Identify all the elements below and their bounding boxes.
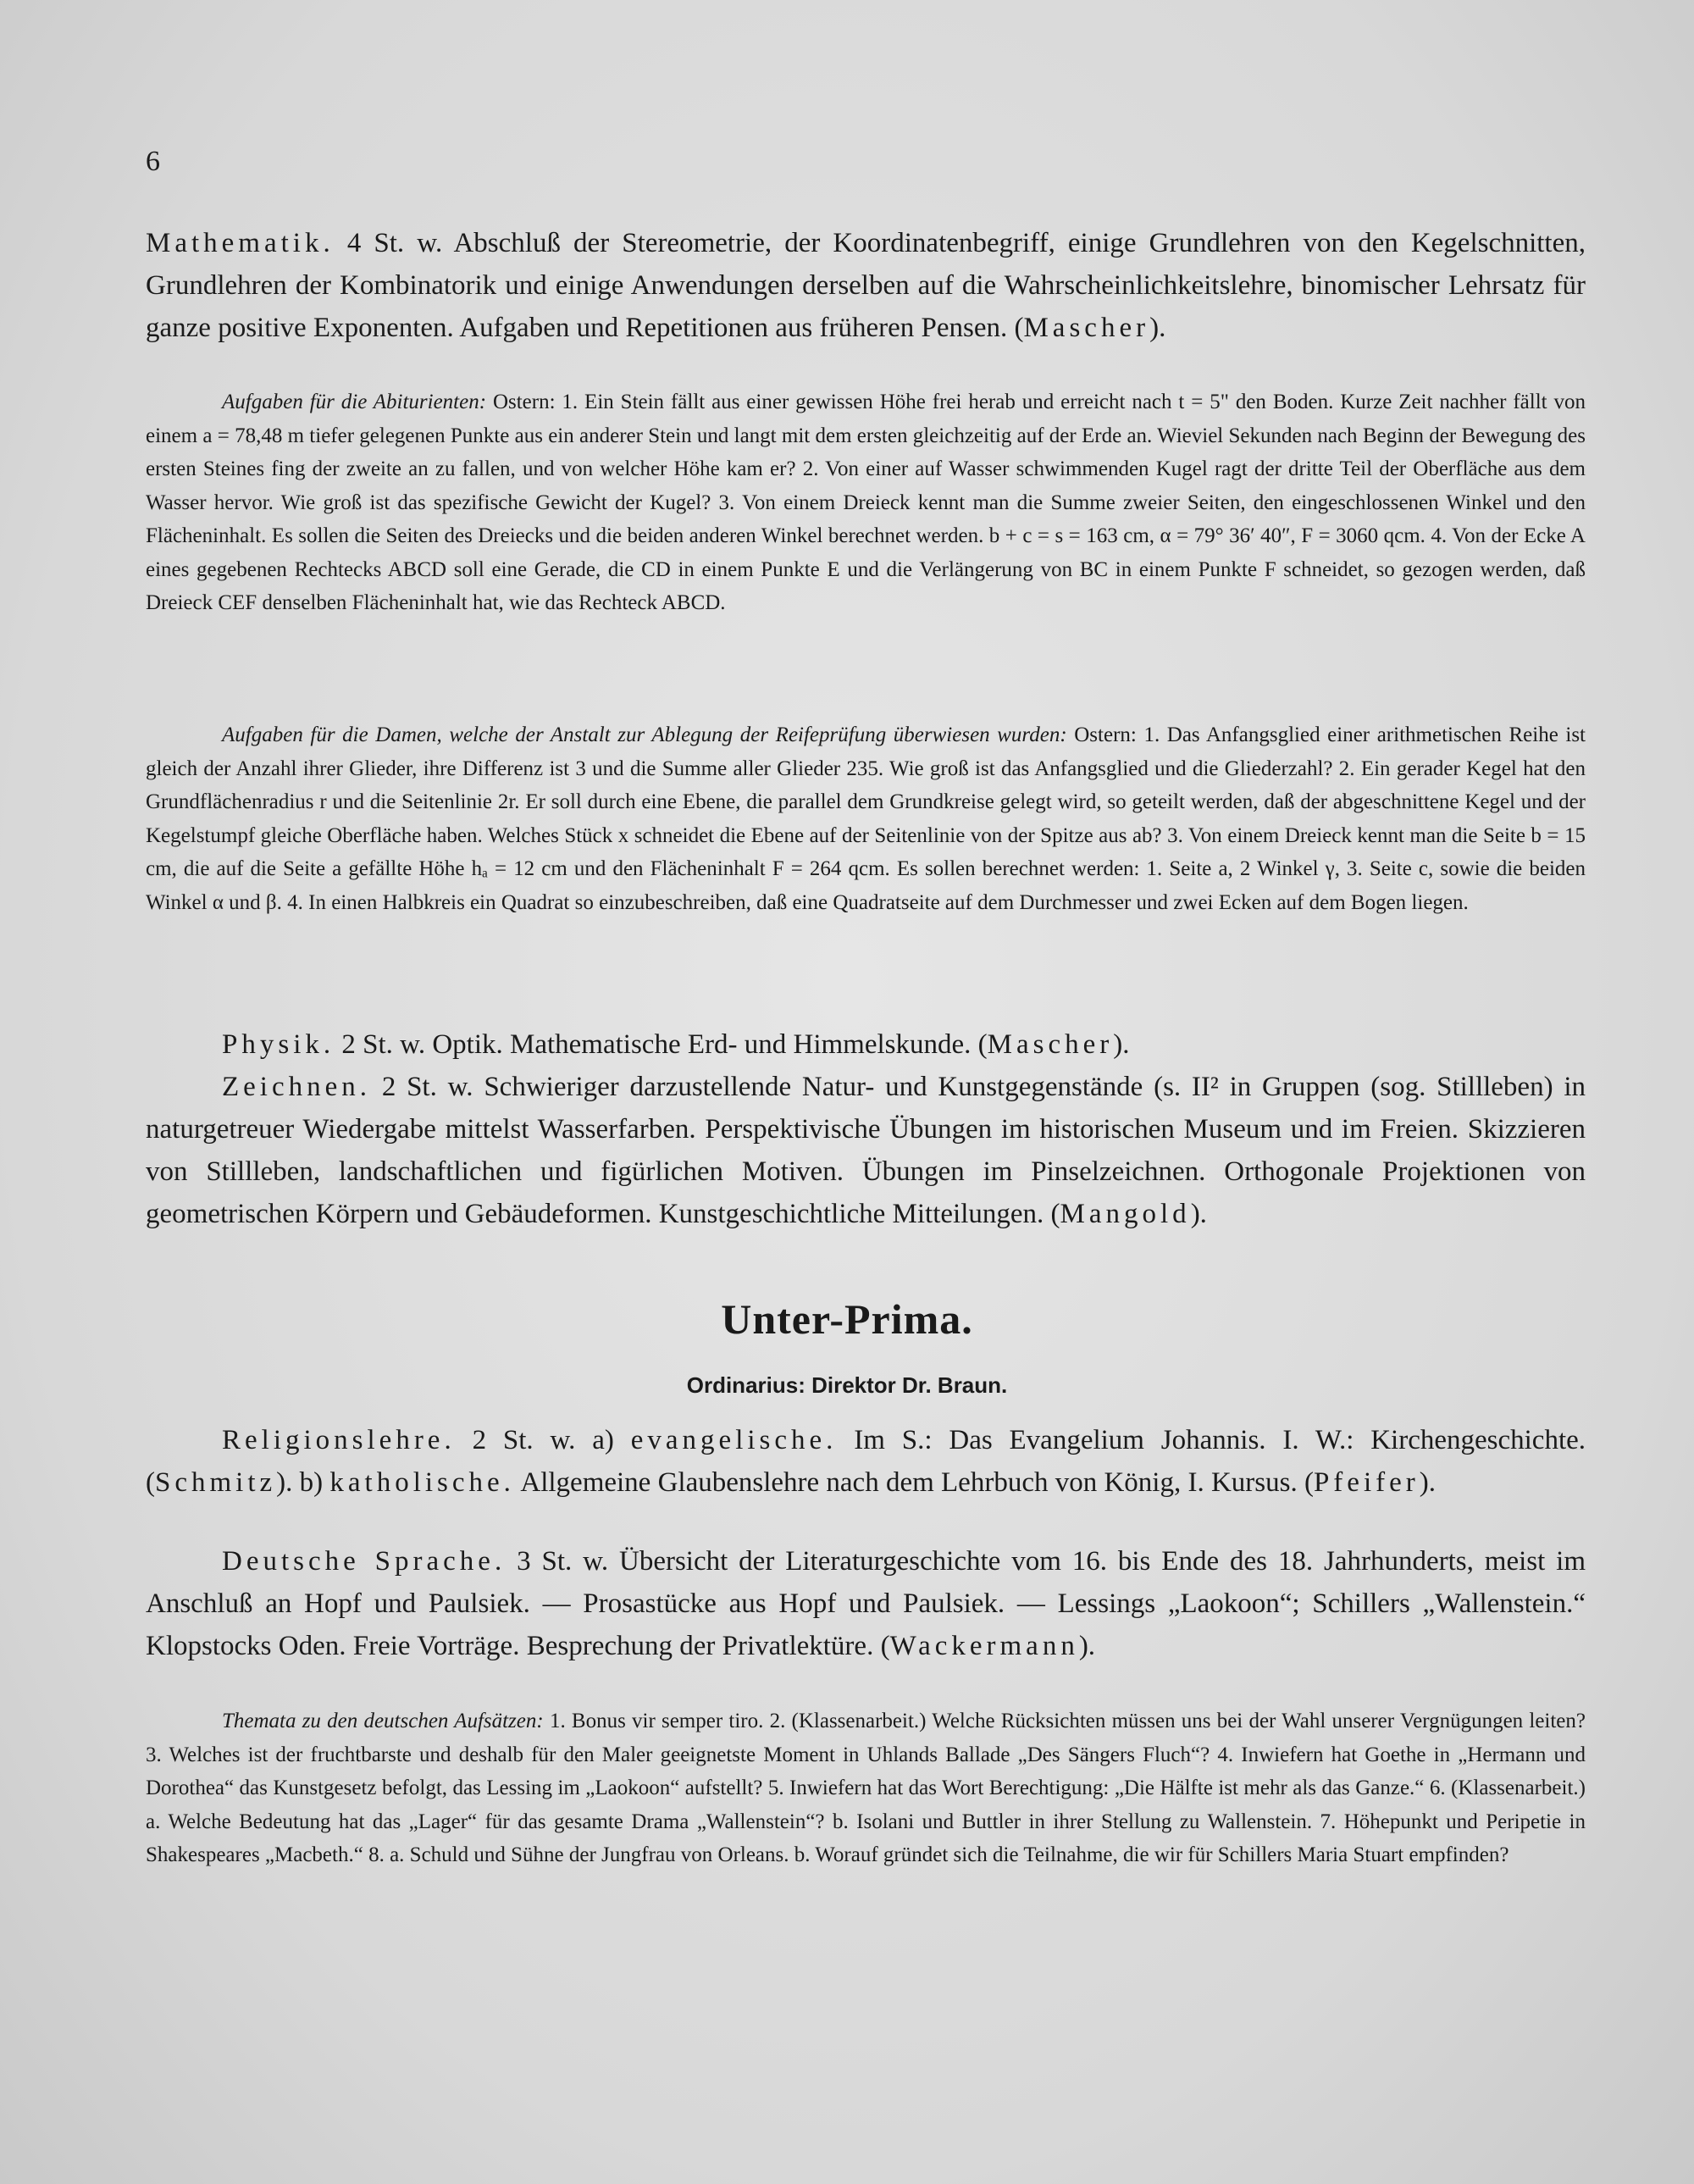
deutsch-paragraph — [146, 1540, 1586, 1667]
zeichnen-title: Zeichnen. — [222, 1072, 372, 1102]
zeichnen-teacher: Mangold — [1060, 1199, 1191, 1229]
zeichnen-body: 2 St. w. Schwieriger darzustellende Natur- und Kunstgegenstände (s. II² in Gruppen (sog. Stillleben) in naturgetreuer Wiedergabe mittelst Wasserfarben. Perspektivische Übungen im historischen Museum und im Freien. Skizzieren von Stillleben, landschaftlichen und figürlichen Motiven. Übungen im Pinselzeichnen. Orthogonale Projektionen von geometrischen Körpern und Gebäudeformen. Kunstgeschichtliche Mitteilungen. ( — [146, 1072, 1586, 1229]
religion-close: ). — [1419, 1467, 1436, 1498]
physik-paragraph — [146, 1023, 1586, 1066]
math-title: Mathematik. — [146, 228, 335, 258]
religion-paragraph — [146, 1419, 1586, 1504]
page-number: 6 — [146, 146, 160, 177]
math-body: 4 St. w. Abschluß der Stereometrie, der Koordinatenbegriff, einige Grundlehren von den Kegelschnitten, Grundlehren der Kombinatorik und einige Anwendungen derselben auf die Wahrscheinlichkeitslehre, binomischer Lehrsatz für ganze positive Exponenten. Aufgaben und Repetitionen aus früheren Pensen. ( — [146, 228, 1586, 343]
math-close: ). — [1149, 313, 1166, 343]
math-paragraph — [146, 222, 1586, 349]
deutsch-teacher: Wackermann — [889, 1631, 1079, 1661]
physik-title: Physik. — [222, 1029, 335, 1060]
religion-part3: ). b) — [276, 1467, 324, 1498]
religion-katholisch: katholische. — [329, 1467, 515, 1498]
religion-teacher1: Schmitz — [155, 1467, 277, 1498]
damen-label: Aufgaben für die Damen, welche der Anstalt zur Ablegung der Reifeprüfung überwiesen wurden: — [222, 723, 1067, 746]
section-heading: Unter-Prima. — [721, 1295, 973, 1343]
damen-text: Ostern: 1. Das Anfangsglied einer arithmetischen Reihe ist gleich der Anzahl ihrer Glieder, ihre Differenz ist 3 und die Summe aller Glieder 235. Wie groß ist das Anfangsglied und die Gliederzahl? 2. Ein gerader Kegel hat den Grundflächenradius r und die Seitenlinie 2r. Er soll durch eine Ebene, die parallel dem Grundkreise gelegt wird, so geteilt werden, daß der abgeschnittene Kegel und der Kegelstumpf gleiche Oberfläche haben. Welches Stück x schneidet die Ebene auf der Seitenlinie von der Spitze aus ab? 3. Von einem Dreieck kennt man die Seite b = 15 cm, die auf die Seite a gefällte Höhe hₐ = 12 cm und den Flächeninhalt F = 264 qcm. Es sollen berechnet werden: 1. Seite a, 2 Winkel γ, 3. Seite c, sowie die beiden Winkel α und β. 4. In einen Halbkreis ein Quadrat so einzubeschreiben, daß eine Quadratseite auf dem Durchmesser und zwei Ecken auf dem Bogen liegen. — [146, 723, 1586, 914]
themata-label: Themata zu den deutschen Aufsätzen: — [222, 1710, 544, 1732]
abitur-paragraph — [146, 385, 1586, 620]
religion-part2: Im S.: Das Evangelium Johannis. I. W.: Kirchengeschichte. ( — [146, 1425, 1586, 1498]
religion-evangelisch: evangelische. — [630, 1425, 838, 1455]
religion-part1: 2 St. w. a) — [472, 1425, 614, 1455]
zeichnen-close: ). — [1190, 1199, 1207, 1229]
physik-body: 2 St. w. Optik. Mathematische Erd- und Himmelskunde. ( — [341, 1029, 988, 1060]
deutsch-close: ). — [1078, 1631, 1096, 1661]
religion-title: Religionslehre. — [222, 1425, 456, 1455]
themata-text: 1. Bonus vir semper tiro. 2. (Klassenarbeit.) Welche Rücksichten müssen uns bei der Wahl unserer Vergnügungen leiten? 3. Welches ist der fruchtbarste und deshalb für den Maler geeignetste Moment in Uhlands Ballade „Des Sängers Fluch“? 4. Inwiefern hat Goethe in „Hermann und Dorothea“ das Kunstgesetz befolgt, das Lessing im „Laokoon“ aufstellt? 5. Inwiefern hat das Wort Berechtigung: „Die Hälfte ist mehr als das Ganze.“ 6. (Klassenarbeit.) a. Welche Bedeutung hat das „Lager“ für das gesamte Drama „Wallenstein“? b. Isolani und Buttler in ihrer Stellung zu Wallenstein. 7. Höhepunkt und Peripetie in Shakespeares „Macbeth.“ 8. a. Schuld und Sühne der Jungfrau von Orleans. b. Worauf gründet sich die Teilnahme, die wir für Schillers Maria Stuart empfinden? — [146, 1710, 1586, 1866]
religion-teacher2: Pfeifer — [1313, 1467, 1420, 1498]
physik-close: ). — [1113, 1029, 1130, 1060]
religion-part4: Allgemeine Glaubenslehre nach dem Lehrbuch von König, I. Kursus. ( — [520, 1467, 1314, 1498]
abitur-label: Aufgaben für die Abiturienten: — [222, 391, 487, 413]
math-teacher: Mascher — [1023, 313, 1150, 343]
deutsch-body: 3 St. w. Übersicht der Literaturgeschichte vom 16. bis Ende des 18. Jahrhunderts, meist im Anschluß an Hopf und Paulsiek. — Prosastücke aus Hopf und Paulsiek. — Lessings „Laokoon“; Schillers „Wallenstein.“ Klopstocks Oden. Freie Vorträge. Besprechung der Privatlektüre. ( — [146, 1546, 1586, 1661]
ordinarius-line: Ordinarius: Direktor Dr. Braun. — [686, 1372, 1008, 1398]
physik-teacher: Mascher — [987, 1029, 1114, 1060]
zeichnen-paragraph — [146, 1066, 1586, 1235]
abitur-text: Ostern: 1. Ein Stein fällt aus einer gewissen Höhe frei herab und erreicht nach t = 5" den Boden. Kurze Zeit nachher fällt von einem a = 78,48 m tiefer gelegenen Punkte aus ein anderer Stein und langt mit dem ersten gleichzeitig auf der Erde an. Wieviel Sekunden nach Beginn der Bewegung des ersten Steines fing der zweite an zu fallen, und von welcher Höhe kam er? 2. Von einer auf Wasser schwimmenden Kugel ragt der dritte Teil der Oberfläche aus dem Wasser hervor. Wie groß ist das spezifische Gewicht der Kugel? 3. Von einem Dreieck kennt man die Summe zweier Seiten, den eingeschlossenen Winkel und den Flächeninhalt. Es sollen die Seiten des Dreiecks und die beiden anderen Winkel berechnet werden. b + c = s = 163 cm, α = 79° 36′ 40″, F = 3060 qcm. 4. Von der Ecke A eines gegebenen Rechtecks ABCD soll eine Gerade, die CD in einem Punkte E und die Verlängerung von BC in einem Punkte F schneidet, so gezogen werden, daß Dreieck CEF denselben Flächeninhalt hat, wie das Rechteck ABCD. — [146, 391, 1586, 614]
damen-paragraph — [146, 718, 1586, 919]
themata-paragraph — [146, 1705, 1586, 1872]
deutsch-title: Deutsche Sprache. — [222, 1546, 507, 1577]
